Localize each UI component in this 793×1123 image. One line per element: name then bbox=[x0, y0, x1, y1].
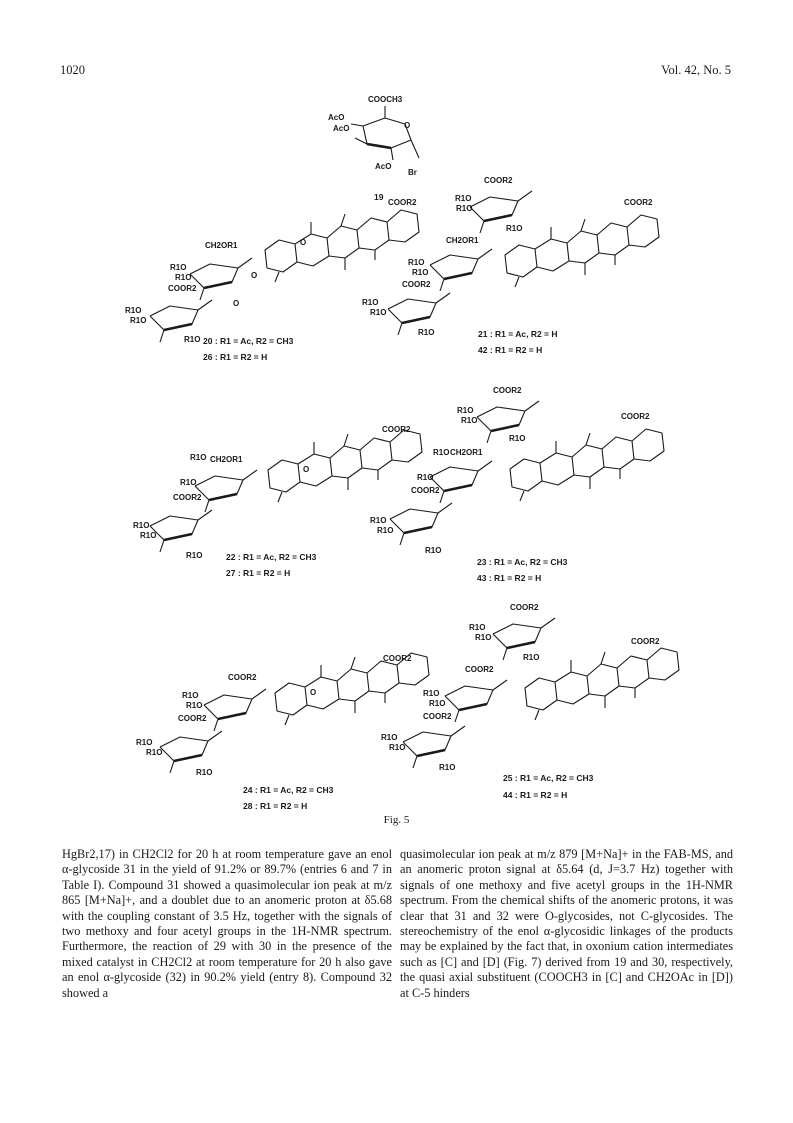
svg-text:R1O: R1O bbox=[377, 526, 394, 535]
structure-25 bbox=[381, 603, 679, 800]
svg-text:COOR2: COOR2 bbox=[631, 637, 660, 646]
svg-text:COOR2: COOR2 bbox=[510, 603, 539, 612]
right-paragraph: quasimolecular ion peak at m/z 879 [M+Na]+ in the FAB-MS, and an anomeric proton signal at δ5.64 (d, J=3.7 Hz) together with signals of one methoxy and five acetyl groups in the 1H-NMR spectrum. From the chemical shifts of the anomeric protons, it was clear that 31 and 32 were O-glycosides, not C-glycosides. The stereochemistry of the enol α-glycosidic linkages of the products may be explained by the fact that, in oxonium cation intermediates such as [C] and [D] (Fig. 7) derived from 19 and 30, respectively, the quasi axial substituent (COOCH3 in [C] and CH2OAc in [D]) at C-5 hinders bbox=[400, 847, 733, 1000]
svg-text:AcO: AcO bbox=[333, 124, 350, 133]
svg-text:CH2OR1: CH2OR1 bbox=[210, 455, 243, 464]
svg-text:COOR2: COOR2 bbox=[423, 712, 452, 721]
svg-text:44 : R1 = R2 = H: 44 : R1 = R2 = H bbox=[503, 790, 568, 800]
svg-text:28 : R1 = R2 = H: 28 : R1 = R2 = H bbox=[243, 801, 308, 810]
figure-caption: Fig. 5 bbox=[383, 814, 410, 826]
svg-text:26 : R1 = R2 = H: 26 : R1 = R2 = H bbox=[203, 352, 268, 362]
svg-text:R1O: R1O bbox=[125, 306, 142, 315]
structure-22 bbox=[133, 425, 422, 578]
svg-text:R1O: R1O bbox=[186, 551, 203, 560]
svg-text:R1O: R1O bbox=[362, 298, 379, 307]
svg-text:22 : R1 = Ac, R2 = CH3: 22 : R1 = Ac, R2 = CH3 bbox=[226, 552, 317, 562]
svg-text:COOR2: COOR2 bbox=[493, 386, 522, 395]
svg-text:COOCH3: COOCH3 bbox=[368, 95, 403, 104]
svg-text:R1O: R1O bbox=[461, 416, 478, 425]
svg-text:R1O: R1O bbox=[417, 473, 434, 482]
svg-text:CH2OR1: CH2OR1 bbox=[450, 448, 483, 457]
svg-text:COOR2: COOR2 bbox=[624, 198, 653, 207]
svg-text:R1O: R1O bbox=[439, 763, 456, 772]
svg-text:COOR2: COOR2 bbox=[388, 198, 417, 207]
structure-23 bbox=[370, 386, 664, 583]
svg-text:R1O: R1O bbox=[184, 335, 201, 344]
svg-text:R1O: R1O bbox=[423, 689, 440, 698]
svg-text:O: O bbox=[404, 121, 411, 130]
svg-text:R1O: R1O bbox=[136, 738, 153, 747]
structure-24 bbox=[136, 653, 429, 810]
body-left-column bbox=[62, 847, 392, 1001]
svg-text:COOR2: COOR2 bbox=[411, 486, 440, 495]
svg-text:20 : R1 = Ac, R2 = CH3: 20 : R1 = Ac, R2 = CH3 bbox=[203, 336, 294, 346]
page-number: 1020 bbox=[60, 63, 85, 77]
svg-text:19: 19 bbox=[374, 192, 384, 202]
svg-text:23 : R1 = Ac, R2 = CH3: 23 : R1 = Ac, R2 = CH3 bbox=[477, 557, 568, 567]
svg-text:O: O bbox=[233, 299, 240, 308]
svg-text:R1O: R1O bbox=[433, 448, 450, 457]
svg-text:O: O bbox=[303, 465, 310, 474]
svg-text:R1O: R1O bbox=[170, 263, 187, 272]
svg-text:COOR2: COOR2 bbox=[402, 280, 431, 289]
svg-text:R1O: R1O bbox=[370, 516, 387, 525]
svg-text:R1O: R1O bbox=[182, 691, 199, 700]
svg-text:O: O bbox=[310, 688, 317, 697]
svg-text:R1O: R1O bbox=[455, 194, 472, 203]
svg-text:R1O: R1O bbox=[475, 633, 492, 642]
svg-text:COOR2: COOR2 bbox=[465, 665, 494, 674]
svg-text:CH2OR1: CH2OR1 bbox=[205, 241, 238, 250]
svg-text:COOR2: COOR2 bbox=[228, 673, 257, 682]
svg-text:R1O: R1O bbox=[457, 406, 474, 415]
svg-text:21 : R1 = Ac, R2 = H: 21 : R1 = Ac, R2 = H bbox=[478, 329, 558, 339]
svg-text:O: O bbox=[300, 238, 307, 247]
svg-text:AcO: AcO bbox=[375, 162, 392, 171]
svg-text:R1O: R1O bbox=[196, 768, 213, 777]
svg-text:R1O: R1O bbox=[146, 748, 163, 757]
svg-text:27 : R1 = R2 = H: 27 : R1 = R2 = H bbox=[226, 568, 291, 578]
svg-text:R1O: R1O bbox=[370, 308, 387, 317]
svg-text:R1O: R1O bbox=[408, 258, 425, 267]
structure-19 bbox=[328, 95, 419, 202]
svg-text:COOR2: COOR2 bbox=[178, 714, 207, 723]
svg-text:24 : R1 = Ac, R2 = CH3: 24 : R1 = Ac, R2 = CH3 bbox=[243, 785, 334, 795]
svg-text:R1O: R1O bbox=[509, 434, 526, 443]
svg-text:R1O: R1O bbox=[506, 224, 523, 233]
svg-text:R1O: R1O bbox=[133, 521, 150, 530]
svg-text:COOR2: COOR2 bbox=[173, 493, 202, 502]
svg-text:R1O: R1O bbox=[523, 653, 540, 662]
svg-text:R1O: R1O bbox=[456, 204, 473, 213]
svg-text:R1O: R1O bbox=[389, 743, 406, 752]
svg-text:42 : R1 = R2 = H: 42 : R1 = R2 = H bbox=[478, 345, 543, 355]
svg-text:COOR2: COOR2 bbox=[484, 176, 513, 185]
structures-drawing bbox=[0, 80, 793, 810]
svg-text:CH2OR1: CH2OR1 bbox=[446, 236, 479, 245]
figure-5 bbox=[0, 80, 793, 810]
svg-text:Br: Br bbox=[408, 168, 417, 177]
svg-text:R1O: R1O bbox=[130, 316, 147, 325]
svg-text:R1O: R1O bbox=[381, 733, 398, 742]
svg-text:COOR2: COOR2 bbox=[382, 425, 411, 434]
svg-text:43 : R1 = R2 = H: 43 : R1 = R2 = H bbox=[477, 573, 542, 583]
volume-label: Vol. 42, No. 5 bbox=[661, 63, 731, 77]
svg-text:R1O: R1O bbox=[190, 453, 207, 462]
svg-text:R1O: R1O bbox=[412, 268, 429, 277]
structure-20 bbox=[125, 198, 419, 362]
body-right-column bbox=[400, 847, 733, 1001]
svg-text:R1O: R1O bbox=[429, 699, 446, 708]
svg-text:R1O: R1O bbox=[425, 546, 442, 555]
svg-text:COOR2: COOR2 bbox=[383, 654, 412, 663]
left-paragraph: HgBr2,17) in CH2Cl2 for 20 h at room temperature gave an enol α-glycoside 31 in the yield of 91.2% or 89.7% (entries 6 and 7 in Table I). Compound 31 showed a quasimolecular ion peak at m/z 865 [M+Na]+, and a doublet due to an anomeric proton at δ5.68 with the coupling constant of 3.5 Hz, together with the signals of two methoxy and four acetyl groups in the 1H-NMR spectrum. Furthermore, the reaction of 29 with 30 in the presence of the mixed catalyst in CH2Cl2 at room temperature for 20 h also gave an enol α-glycoside (32) in 90.2% yield (entry 8). Compound 32 showed a bbox=[62, 847, 392, 1000]
svg-text:AcO: AcO bbox=[328, 113, 345, 122]
svg-text:25 : R1 = Ac, R2 = CH3: 25 : R1 = Ac, R2 = CH3 bbox=[503, 773, 594, 783]
svg-text:R1O: R1O bbox=[418, 328, 435, 337]
svg-text:R1O: R1O bbox=[186, 701, 203, 710]
svg-text:R1O: R1O bbox=[469, 623, 486, 632]
svg-text:R1O: R1O bbox=[180, 478, 197, 487]
svg-text:R1O: R1O bbox=[175, 273, 192, 282]
svg-text:O: O bbox=[251, 271, 258, 280]
svg-text:COOR2: COOR2 bbox=[168, 284, 197, 293]
svg-text:COOR2: COOR2 bbox=[621, 412, 650, 421]
svg-text:R1O: R1O bbox=[140, 531, 157, 540]
